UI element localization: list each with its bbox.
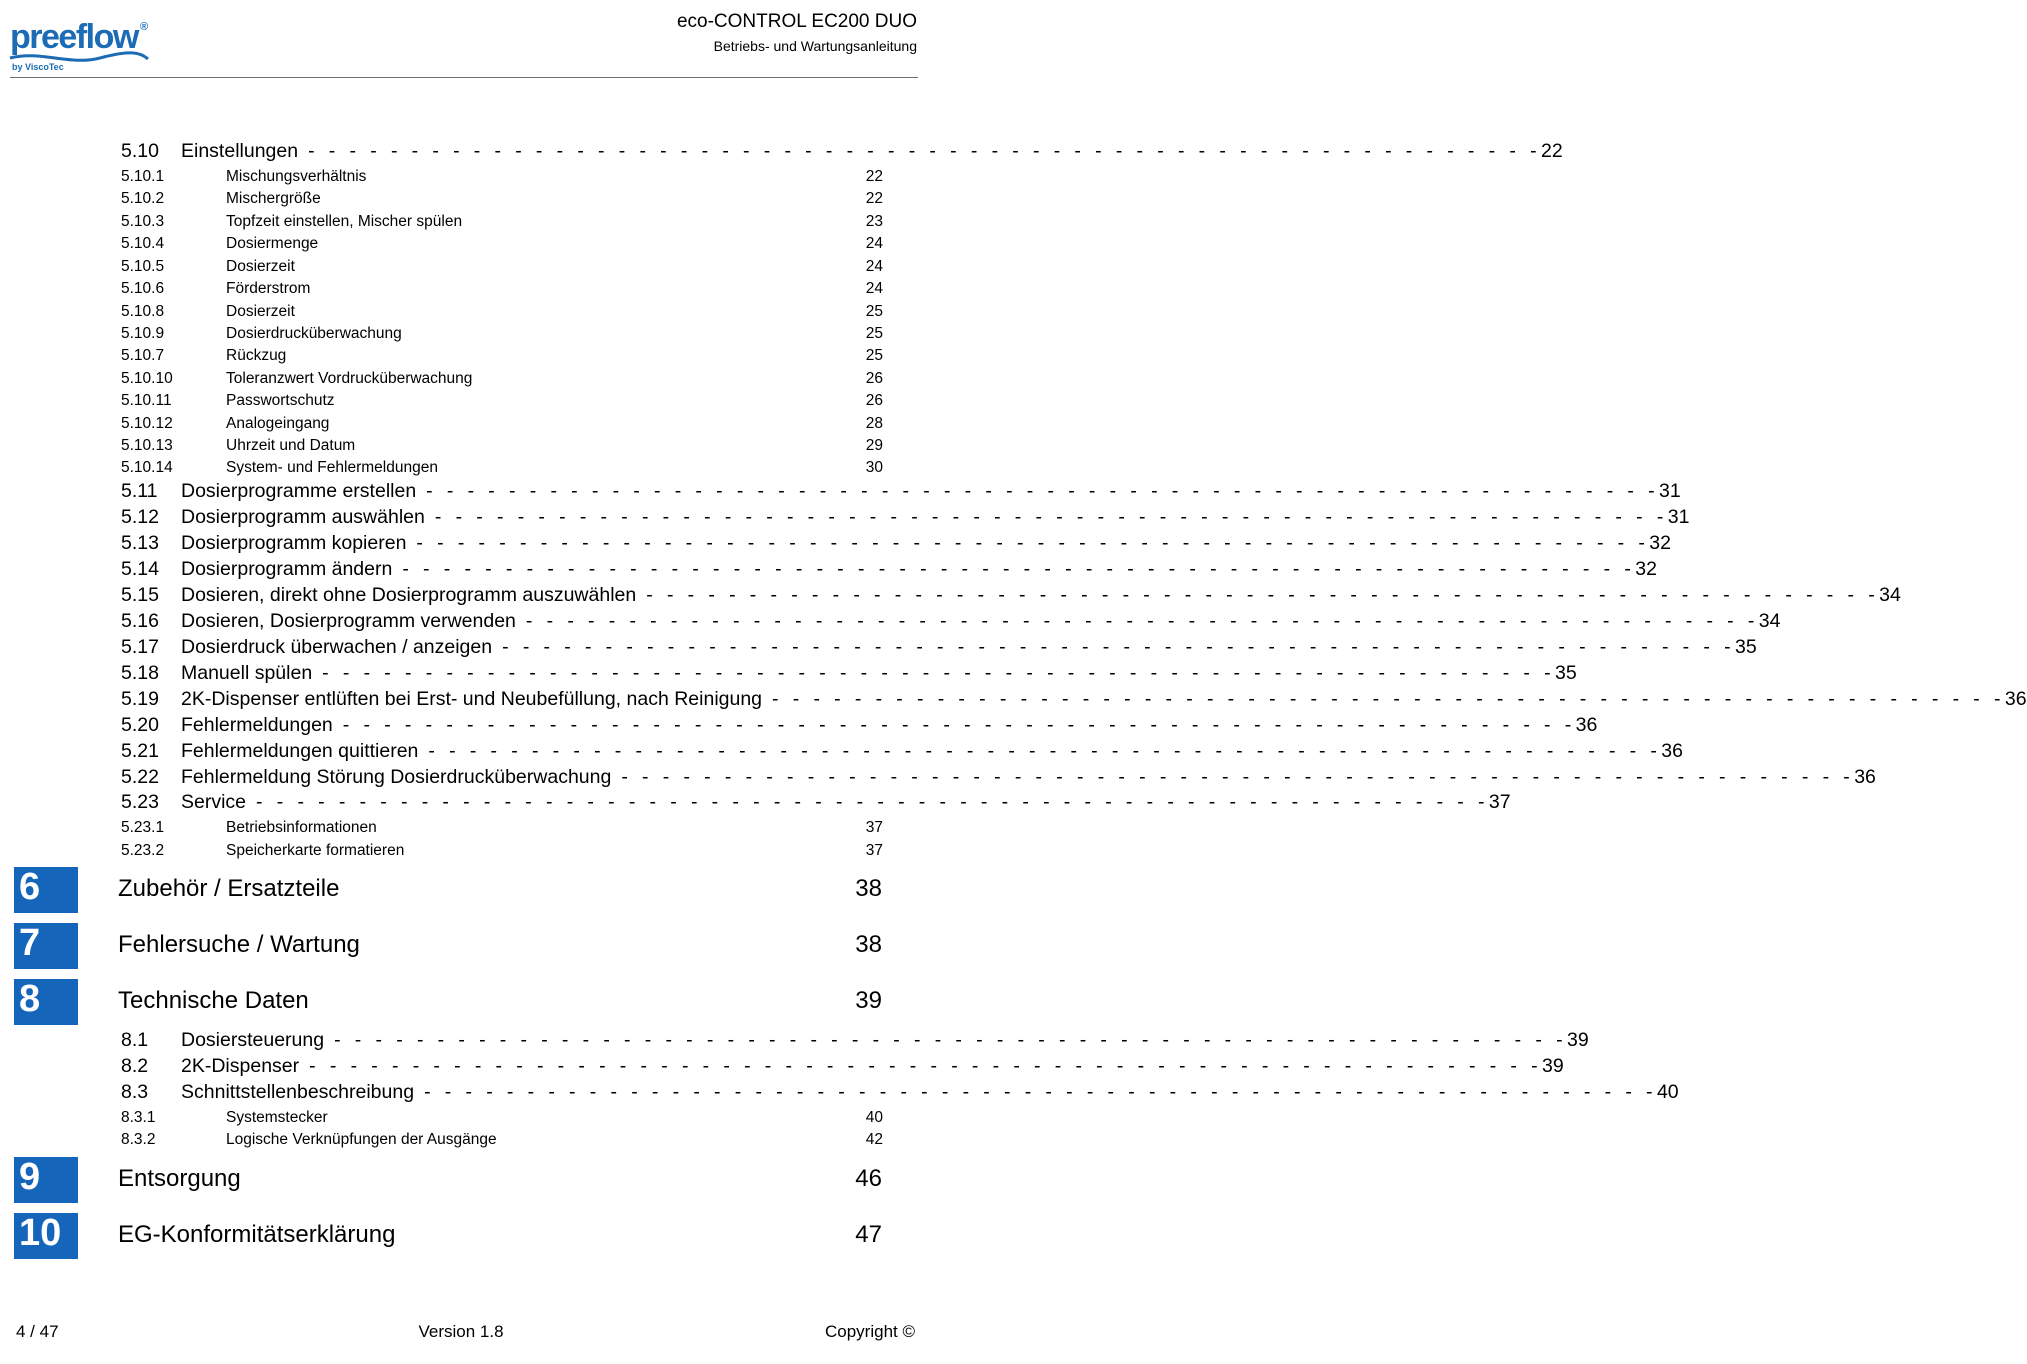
toc-page: 37 <box>865 842 883 859</box>
footer-copyright: Copyright © <box>824 1322 915 1341</box>
toc-page: 37 <box>865 819 883 836</box>
toc-title: Einstellungen <box>181 140 299 162</box>
toc-number: 5.13 <box>121 532 159 554</box>
toc-entry[interactable] <box>121 1081 1679 1107</box>
toc-subentry[interactable] <box>121 392 883 414</box>
toc-title: System- und Fehlermeldungen <box>226 459 438 476</box>
toc-number: 5.21 <box>121 740 159 762</box>
toc-subentry[interactable] <box>121 303 883 325</box>
header-divider <box>10 77 918 78</box>
toc-entry[interactable] <box>121 532 1671 558</box>
toc-number: 5.10.14 <box>121 459 173 476</box>
toc-title: Dosierdrucküberwachung <box>226 325 402 342</box>
toc-title: Toleranzwert Vordrucküberwachung <box>226 370 473 387</box>
toc-title: Schnittstellenbeschreibung <box>181 1081 415 1103</box>
toc-number: 5.17 <box>121 636 159 658</box>
toc-entry[interactable] <box>121 740 1683 766</box>
chapter-page: 39 <box>855 987 882 1014</box>
toc-title: 2K-Dispenser <box>181 1055 300 1077</box>
dot-leader: - - - - - - - - - - - - - - - - - - - - - - - - - - - - - - - - - - - - - - - - - - - - - - - - - - - - - - - - - - - - <box>322 662 1556 684</box>
toc-title: Dosieren, Dosierprogramm verwenden <box>181 610 516 632</box>
document-title: eco-CONTROL EC200 DUO <box>676 11 917 32</box>
toc-title: Fehlermeldungen quittieren <box>181 740 419 762</box>
toc-entry[interactable] <box>121 791 1511 817</box>
dot-leader: - - - - - - - - - - - - - - - - - - - - - - - - - - - - - - - - - - - - - - - - - - - - - - - - - - - - - - - - - - - - <box>256 791 1489 813</box>
toc-entry[interactable] <box>121 636 1757 662</box>
toc-title: Dosiersteuerung <box>181 1029 325 1051</box>
dot-leader: - - - - - - - - - - - - - - - - - - - - - - - - - - - - - - - - - - - - - - - - - - - - - - - - - - - - - - - - - - - - <box>402 558 1636 580</box>
toc-subentry[interactable] <box>121 235 883 257</box>
chapter-title: Entsorgung <box>118 1165 241 1192</box>
dot-leader: - - - - - - - - - - - - - - - - - - - - - - - - - - - - - - - - - - - - - - - - - - - - - - - - - - - - - - - - - - - - <box>646 584 1880 606</box>
toc-page: 40 <box>1656 1081 1679 1103</box>
toc-page: 22 <box>865 190 883 207</box>
chapter-page: 46 <box>855 1165 882 1192</box>
toc-title: Logische Verknüpfungen der Ausgänge <box>226 1131 497 1148</box>
toc-title: Uhrzeit und Datum <box>226 437 356 454</box>
toc-entry[interactable] <box>121 1029 1589 1055</box>
toc-subentry[interactable] <box>121 415 883 437</box>
toc-page: 39 <box>1566 1029 1589 1051</box>
toc-number: 8.2 <box>121 1055 149 1077</box>
toc-subentry[interactable] <box>121 370 883 392</box>
toc-page: 34 <box>1879 584 1901 606</box>
toc-entry[interactable] <box>121 610 1781 636</box>
toc-page: 24 <box>865 235 883 252</box>
toc-page: 22 <box>865 168 883 185</box>
toc-entry[interactable] <box>121 662 1577 688</box>
toc-number: 5.20 <box>121 714 159 736</box>
dot-leader: - - - - - - - - - - - - - - - - - - - - - - - - - - - - - - - - - - - - - - - - - - - - - - - - - - - - - - - - - - - - <box>424 1081 1657 1103</box>
toc-title: Dosierprogramm auswählen <box>181 506 425 528</box>
toc-page: 37 <box>1488 791 1511 813</box>
toc-page: 25 <box>865 347 883 364</box>
dot-leader: - - - - - - - - - - - - - - - - - - - - - - - - - - - - - - - - - - - - - - - - - - - - - - - - - - - - - - - - - - - - <box>428 740 1662 762</box>
toc-number: 5.12 <box>121 506 159 528</box>
chapter-heading[interactable] <box>0 867 950 917</box>
toc-title: Mischergröße <box>226 190 321 207</box>
toc-number: 5.10.1 <box>121 168 165 185</box>
chapter-number-box: 9 <box>14 1157 78 1203</box>
toc-subentry[interactable] <box>121 347 883 369</box>
chapter-number-box: 6 <box>14 867 78 913</box>
chapter-title: Technische Daten <box>118 987 309 1014</box>
toc-subentry[interactable] <box>121 437 883 459</box>
toc-subentry[interactable] <box>121 213 883 235</box>
toc-title: Analogeingang <box>226 415 330 432</box>
toc-number: 5.23.1 <box>121 819 165 836</box>
toc-number: 5.18 <box>121 662 159 684</box>
toc-title: Dosierprogramme erstellen <box>181 480 417 502</box>
toc-entry[interactable] <box>121 584 1901 610</box>
toc-number: 5.16 <box>121 610 159 632</box>
toc-page: 25 <box>865 325 883 342</box>
toc-page: 34 <box>1758 610 1781 632</box>
toc-subentry[interactable] <box>121 1131 883 1153</box>
toc-page: 24 <box>865 280 883 297</box>
toc-number: 8.3 <box>121 1081 149 1103</box>
toc-title: Manuell spülen <box>181 662 313 684</box>
toc-entry[interactable] <box>121 1055 1564 1081</box>
preeflow-logo <box>10 12 160 76</box>
footer-page-number: 4 / 47 <box>16 1322 59 1341</box>
chapter-page: 38 <box>855 875 882 902</box>
dot-leader: - - - - - - - - - - - - - - - - - - - - - - - - - - - - - - - - - - - - - - - - - - - - - - - - - - - - - - - - - - - - <box>334 1029 1567 1051</box>
chapter-number-box: 7 <box>14 923 78 969</box>
toc-number: 5.15 <box>121 584 159 606</box>
toc-number: 8.3.2 <box>121 1131 156 1148</box>
toc-number: 5.10.9 <box>121 325 165 342</box>
toc-title: Passwortschutz <box>226 392 335 409</box>
toc-entry[interactable] <box>121 766 1876 792</box>
toc-subentry[interactable] <box>121 280 883 302</box>
chapter-heading[interactable] <box>0 979 950 1029</box>
toc-page: 35 <box>1555 662 1577 684</box>
toc-number: 5.10.2 <box>121 190 165 207</box>
toc-title: Dosierprogramm ändern <box>181 558 393 580</box>
toc-title: 2K-Dispenser entlüften bei Erst- und Neubefüllung, nach Reinigung <box>181 688 763 710</box>
toc-subentry[interactable] <box>121 459 883 481</box>
chapter-heading[interactable] <box>0 1157 950 1207</box>
toc-title: Förderstrom <box>226 280 311 297</box>
chapter-heading[interactable] <box>0 923 950 973</box>
toc-page: 31 <box>1667 506 1690 528</box>
dot-leader: - - - - - - - - - - - - - - - - - - - - - - - - - - - - - - - - - - - - - - - - - - - - - - - - - - - - - - - - - - - - <box>772 688 2005 710</box>
toc-page: 35 <box>1734 636 1757 658</box>
toc-title: Rückzug <box>226 347 287 364</box>
toc-subentry[interactable] <box>121 1109 883 1131</box>
toc-page: 28 <box>865 415 883 432</box>
toc-page: 23 <box>865 213 883 230</box>
toc-page: 30 <box>865 459 883 476</box>
toc-title: Dosierdruck überwachen / anzeigen <box>181 636 493 658</box>
chapter-page: 38 <box>855 931 882 958</box>
toc-title: Dosieren, direkt ohne Dosierprogramm auszuwählen <box>181 584 637 606</box>
toc-page: 39 <box>1542 1055 1564 1077</box>
toc-number: 5.22 <box>121 766 159 788</box>
toc-title: Speicherkarte formatieren <box>226 842 405 859</box>
dot-leader: - - - - - - - - - - - - - - - - - - - - - - - - - - - - - - - - - - - - - - - - - - - - - - - - - - - - - - - - - - - - <box>416 532 1650 554</box>
toc-number: 5.10.10 <box>121 370 173 387</box>
chapter-page: 47 <box>855 1221 882 1248</box>
chapter-title: Zubehör / Ersatzteile <box>118 875 340 902</box>
toc-number: 5.10.6 <box>121 280 165 297</box>
toc-number: 5.23.2 <box>121 842 165 859</box>
toc-number: 5.10.7 <box>121 347 165 364</box>
dot-leader: - - - - - - - - - - - - - - - - - - - - - - - - - - - - - - - - - - - - - - - - - - - - - - - - - - - - - - - - - - - - <box>525 610 1759 632</box>
toc-number: 5.10.4 <box>121 235 165 252</box>
toc-title: Systemstecker <box>226 1109 328 1126</box>
dot-leader: - - - - - - - - - - - - - - - - - - - - - - - - - - - - - - - - - - - - - - - - - - - - - - - - - - - - - - - - - - - - <box>309 1055 1543 1077</box>
toc-number: 5.10.3 <box>121 213 165 230</box>
toc-page: 32 <box>1649 532 1671 554</box>
toc-number: 5.14 <box>121 558 159 580</box>
toc-page: 42 <box>865 1131 883 1148</box>
toc-subentry[interactable] <box>121 168 883 190</box>
chapter-number-box: 8 <box>14 979 78 1025</box>
toc-number: 5.23 <box>121 791 159 813</box>
document-subtitle: Betriebs- und Wartungsanleitung <box>713 38 917 54</box>
toc-number: 5.10 <box>121 140 159 162</box>
toc-subentry[interactable] <box>121 258 883 280</box>
dot-leader: - - - - - - - - - - - - - - - - - - - - - - - - - - - - - - - - - - - - - - - - - - - - - - - - - - - - - - - - - - - - <box>621 766 1855 788</box>
chapter-title: Fehlersuche / Wartung <box>118 931 360 958</box>
toc-page: 25 <box>865 303 883 320</box>
toc-entry[interactable] <box>121 506 1690 532</box>
chapter-number-box: 10 <box>14 1213 78 1259</box>
toc-title: Dosierprogramm kopieren <box>181 532 407 554</box>
logo-registered-mark: ® <box>140 21 149 33</box>
toc-page: 36 <box>1661 740 1683 762</box>
toc-page: 40 <box>865 1109 883 1126</box>
logo-text: preeflow <box>10 18 138 56</box>
toc-title: Fehlermeldung Störung Dosierdrucküberwachung <box>181 766 612 788</box>
toc-entry[interactable] <box>121 558 1657 584</box>
toc-page: 36 <box>1854 766 1876 788</box>
toc-number: 5.10.11 <box>121 392 172 409</box>
toc-page: 29 <box>865 437 883 454</box>
toc-number: 5.10.8 <box>121 303 165 320</box>
chapter-heading[interactable] <box>0 1213 950 1263</box>
footer-version: Version 1.8 <box>418 1322 504 1341</box>
dot-leader: - - - - - - - - - - - - - - - - - - - - - - - - - - - - - - - - - - - - - - - - - - - - - - - - - - - - - - - - - - - - <box>308 140 1541 162</box>
toc-subentry[interactable] <box>121 190 883 212</box>
toc-page: 32 <box>1635 558 1657 580</box>
toc-title: Dosierzeit <box>226 303 295 320</box>
toc-title: Mischungsverhältnis <box>226 168 367 185</box>
toc-entry[interactable] <box>121 688 2027 714</box>
toc-page: 36 <box>1575 714 1598 736</box>
toc-page: 22 <box>1540 140 1563 162</box>
toc-number: 8.3.1 <box>121 1109 156 1126</box>
chapter-title: EG-Konformitätserklärung <box>118 1221 396 1248</box>
dot-leader: - - - - - - - - - - - - - - - - - - - - - - - - - - - - - - - - - - - - - - - - - - - - - - - - - - - - - - - - - - - - <box>502 636 1735 658</box>
toc-page: 36 <box>2004 688 2027 710</box>
toc-title: Fehlermeldungen <box>181 714 333 736</box>
toc-title: Service <box>181 791 247 813</box>
toc-number: 8.1 <box>121 1029 149 1051</box>
toc-page: 31 <box>1659 480 1681 502</box>
toc-subentry[interactable] <box>121 842 883 864</box>
toc-title: Dosiermenge <box>226 235 319 252</box>
toc-page: 26 <box>865 370 883 387</box>
toc-number: 5.11 <box>121 480 158 502</box>
toc-title: Dosierzeit <box>226 258 295 275</box>
toc-title: Topfzeit einstellen, Mischer spülen <box>226 213 463 230</box>
toc-subentry[interactable] <box>121 819 883 841</box>
toc-number: 5.10.12 <box>121 415 173 432</box>
toc-number: 5.10.5 <box>121 258 165 275</box>
toc-number: 5.10.13 <box>121 437 173 454</box>
toc-page: 24 <box>865 258 883 275</box>
toc-number: 5.19 <box>121 688 159 710</box>
toc-page: 26 <box>865 392 883 409</box>
toc-entry[interactable] <box>121 480 1681 506</box>
toc-entry[interactable] <box>121 714 1598 740</box>
toc-entry[interactable] <box>121 140 1563 166</box>
dot-leader: - - - - - - - - - - - - - - - - - - - - - - - - - - - - - - - - - - - - - - - - - - - - - - - - - - - - - - - - - - - - <box>426 480 1660 502</box>
logo-subtext: by ViscoTec <box>12 62 64 72</box>
toc-title: Betriebsinformationen <box>226 819 377 836</box>
dot-leader: - - - - - - - - - - - - - - - - - - - - - - - - - - - - - - - - - - - - - - - - - - - - - - - - - - - - - - - - - - - - <box>342 714 1576 736</box>
dot-leader: - - - - - - - - - - - - - - - - - - - - - - - - - - - - - - - - - - - - - - - - - - - - - - - - - - - - - - - - - - - - <box>434 506 1668 528</box>
toc-subentry[interactable] <box>121 325 883 347</box>
